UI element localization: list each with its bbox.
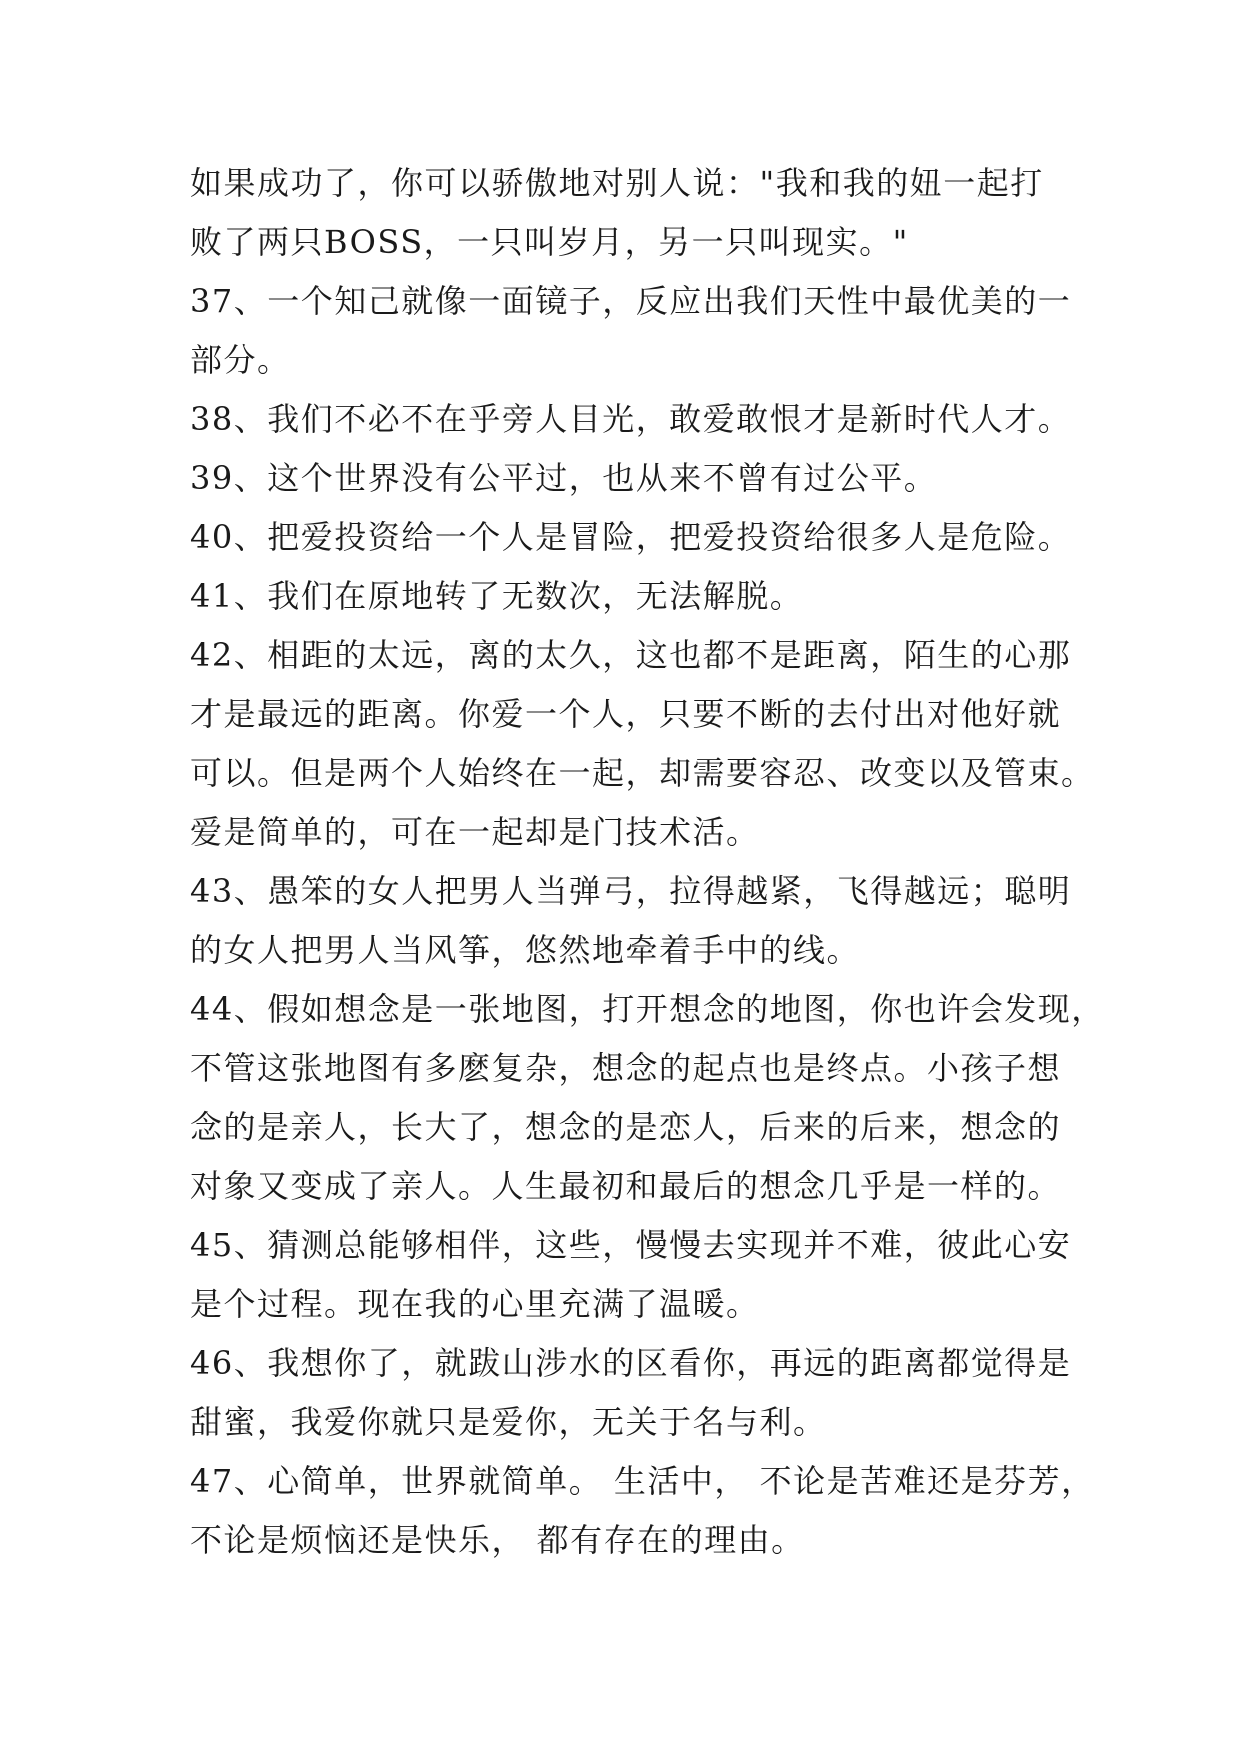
text-line: 44、假如想念是一张地图，打开想念的地图，你也许会发现， xyxy=(190,990,1105,1028)
text-line: 46、我想你了，就跋山涉水的区看你，再远的距离都觉得是 xyxy=(190,1344,1072,1382)
text-line: 不论是烦恼还是快乐， 都有存在的理由。 xyxy=(190,1521,805,1559)
text-line: 38、我们不必不在乎旁人目光，敢爱敢恨才是新时代人才。 xyxy=(190,400,1072,438)
text-line: 37、一个知己就像一面镜子，反应出我们天性中最优美的一 xyxy=(190,282,1072,320)
text-line: 部分。 xyxy=(190,341,291,379)
text-line: 41、我们在原地转了无数次，无法解脱。 xyxy=(190,577,804,615)
text-line: 念的是亲人，长大了，想念的是恋人，后来的后来，想念的 xyxy=(190,1108,1062,1146)
text-line: 39、这个世界没有公平过，也从来不曾有过公平。 xyxy=(190,459,938,497)
text-line: 45、猜测总能够相伴，这些，慢慢去实现并不难，彼此心安 xyxy=(190,1226,1072,1264)
text-line: 可以。但是两个人始终在一起，却需要容忍、改变以及管束。 xyxy=(190,754,1095,792)
text-line: 才是最远的距离。你爱一个人，只要不断的去付出对他好就 xyxy=(190,695,1062,733)
text-line: 是个过程。现在我的心里充满了温暖。 xyxy=(190,1285,760,1323)
text-line: 败了两只BOSS，一只叫岁月，另一只叫现实。" xyxy=(190,223,909,261)
text-line: 42、相距的太远，离的太久，这也都不是距离，陌生的心那 xyxy=(190,636,1072,674)
text-line: 甜蜜，我爱你就只是爱你，无关于名与利。 xyxy=(190,1403,827,1441)
text-line: 40、把爱投资给一个人是冒险，把爱投资给很多人是危险。 xyxy=(190,518,1072,556)
text-line: 如果成功了，你可以骄傲地对别人说："我和我的妞一起打 xyxy=(190,164,1044,202)
document-body xyxy=(190,154,1105,1570)
text-line: 47、心简单，世界就简单。 生活中， 不论是苦难还是芬芳， xyxy=(190,1462,1095,1500)
text-line: 不管这张地图有多麽复杂，想念的起点也是终点。小孩子想 xyxy=(190,1049,1062,1087)
text-line: 爱是简单的，可在一起却是门技术活。 xyxy=(190,813,760,851)
text-line: 对象又变成了亲人。人生最初和最后的想念几乎是一样的。 xyxy=(190,1167,1062,1205)
text-line: 43、愚笨的女人把男人当弹弓，拉得越紧，飞得越远；聪明 xyxy=(190,872,1072,910)
text-line: 的女人把男人当风筝，悠然地牵着手中的线。 xyxy=(190,931,861,969)
